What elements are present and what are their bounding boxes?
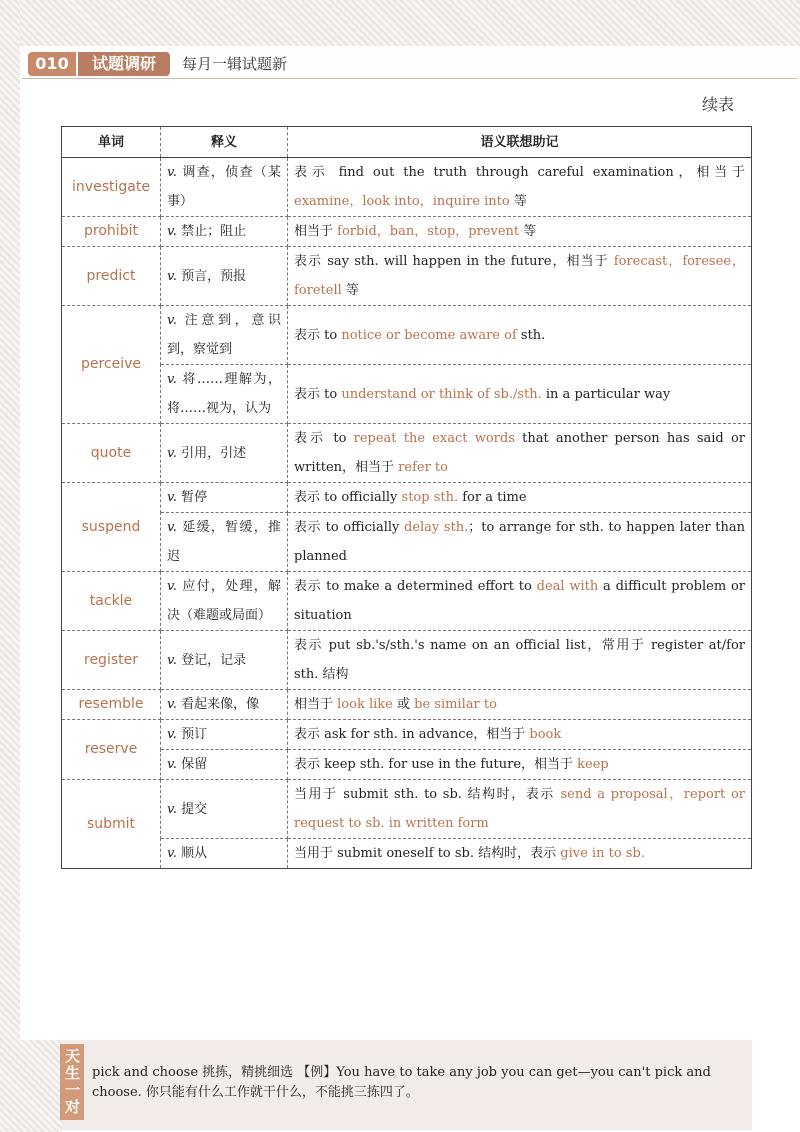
- meaning-cell: [161, 750, 288, 780]
- note-text: 表示 say sth. will happen in the future，相当于: [294, 254, 614, 269]
- word-cell: suspend: [62, 483, 161, 572]
- table-row: [62, 217, 752, 247]
- word-cell: perceive: [62, 306, 161, 424]
- meaning-text: 顺从: [176, 846, 208, 861]
- header-divider: [22, 78, 798, 79]
- note-text: for a time: [458, 490, 527, 505]
- table-row: [62, 483, 752, 513]
- table-row: [62, 631, 752, 690]
- note-highlight: repeat the exact words: [353, 431, 515, 446]
- mnemonic-cell: [288, 690, 752, 720]
- mnemonic-cell: [288, 720, 752, 750]
- footer-example-text: pick and choose 挑拣，精挑细选 【例】You have to take any job you can get—you can't pick and choose. 你只能有什么工作就干什么，不能挑三拣四了。: [92, 1065, 711, 1100]
- note-text: 等: [341, 283, 359, 298]
- meaning-text: 看起来像，像: [176, 697, 260, 712]
- table-row: [62, 572, 752, 631]
- table-row: [62, 158, 752, 217]
- mnemonic-cell: [288, 839, 752, 869]
- note-highlight: understand or think of sb./sth.: [341, 386, 542, 402]
- meaning-text: 保留: [176, 757, 208, 772]
- table-row: [62, 365, 752, 424]
- note-text: 当用于 submit sth. to sb. 结构时，表示: [294, 787, 561, 802]
- table-row: [62, 306, 752, 365]
- meaning-cell: [161, 365, 288, 424]
- meaning-cell: [161, 690, 288, 720]
- note-text: 表示 to: [294, 327, 342, 343]
- meaning-cell: [161, 483, 288, 513]
- mnemonic-cell: [288, 513, 752, 572]
- mnemonic-cell: [288, 306, 752, 365]
- meaning-text: 将……理解为，将……视为，认为: [167, 372, 281, 416]
- mnemonic-cell: [288, 217, 752, 247]
- meaning-text: 引用，引述: [176, 445, 247, 461]
- note-highlight: forbid，ban，stop，prevent: [337, 224, 520, 239]
- word-cell: register: [62, 631, 161, 690]
- pos-label: v.: [167, 165, 177, 180]
- note-text: 表示 to: [294, 386, 342, 402]
- note-highlight: notice or become aware of: [341, 327, 517, 343]
- pos-label: v.: [167, 579, 177, 594]
- note-text: that another person has said or written，相当于: [294, 431, 746, 475]
- meaning-text: 禁止；阻止: [176, 224, 247, 239]
- note-text: 表示 find out the truth through careful examination，相当于: [294, 165, 745, 180]
- note-text: 表示 to officially: [294, 520, 404, 535]
- vocabulary-table: [61, 126, 752, 869]
- table-row: [62, 424, 752, 483]
- word-cell: quote: [62, 424, 161, 483]
- table-row: [62, 513, 752, 572]
- note-highlight: keep: [577, 757, 609, 772]
- note-highlight: give in to sb.: [560, 846, 645, 861]
- note-highlight: deal with: [536, 579, 599, 594]
- mnemonic-cell: [288, 750, 752, 780]
- word-cell: tackle: [62, 572, 161, 631]
- word-cell: reserve: [62, 720, 161, 780]
- note-text: a difficult problem or situation: [294, 579, 746, 623]
- note-highlight: forecast，foresee，foretell: [294, 254, 745, 298]
- meaning-text: 延缓，暂缓，推迟: [167, 520, 281, 564]
- meaning-text: 注意到，意识到，察觉到: [167, 313, 281, 357]
- meaning-cell: [161, 839, 288, 869]
- meaning-cell: [161, 247, 288, 306]
- word-cell: resemble: [62, 690, 161, 720]
- table-row: [62, 750, 752, 780]
- note-text: 相当于: [294, 697, 338, 712]
- footer-tag: 天生一对: [60, 1044, 84, 1120]
- mnemonic-cell: [288, 365, 752, 424]
- word-cell: submit: [62, 780, 161, 869]
- meaning-cell: [161, 306, 288, 365]
- column-header-word: 单词: [62, 127, 161, 158]
- pos-label: v.: [167, 224, 177, 239]
- pos-label: v.: [167, 652, 177, 668]
- note-text: 表示 to officially: [294, 490, 402, 505]
- meaning-cell: [161, 217, 288, 247]
- meaning-cell: [161, 424, 288, 483]
- note-highlight: stop sth.: [401, 490, 459, 505]
- meaning-text: 调查，侦查（某事）: [167, 165, 281, 209]
- meaning-text: 预订: [176, 727, 208, 742]
- note-text: ；to arrange for sth. to happen later than planned: [294, 520, 745, 564]
- table-header-row: [62, 127, 752, 158]
- meaning-cell: [161, 572, 288, 631]
- pos-label: v.: [167, 757, 177, 772]
- meaning-text: 登记，记录: [176, 652, 247, 668]
- mnemonic-cell: [288, 247, 752, 306]
- pos-label: v.: [167, 372, 177, 387]
- left-hatch-band: [0, 0, 20, 1132]
- note-text: 表示 to make a determined effort to: [294, 579, 537, 594]
- meaning-text: 提交: [176, 801, 208, 817]
- meaning-text: 预言，预报: [176, 268, 247, 284]
- mnemonic-cell: [288, 424, 752, 483]
- word-cell: predict: [62, 247, 161, 306]
- pos-label: v.: [167, 846, 177, 861]
- note-highlight: look like: [337, 697, 393, 712]
- note-text: 等: [509, 194, 527, 209]
- header-subtitle: 每月一辑试题新: [182, 55, 288, 73]
- note-text: 等: [519, 224, 537, 239]
- note-text: 表示 to: [294, 431, 354, 446]
- pos-label: v.: [167, 727, 177, 742]
- note-highlight: book: [529, 727, 562, 742]
- note-highlight: refer to: [398, 460, 448, 475]
- note-highlight: send a proposal，report or request to sb. in written form: [294, 787, 745, 831]
- pos-label: v.: [167, 801, 177, 817]
- pos-label: v.: [167, 313, 177, 328]
- note-text: sth.: [516, 327, 546, 343]
- table-row: [62, 780, 752, 839]
- continued-label: 续表: [701, 95, 734, 114]
- note-text: in a particular way: [541, 386, 671, 402]
- pos-label: v.: [167, 268, 177, 284]
- pos-label: v.: [167, 490, 177, 505]
- word-cell: prohibit: [62, 217, 161, 247]
- note-text: 表示 ask for sth. in advance，相当于: [294, 727, 530, 742]
- meaning-cell: [161, 513, 288, 572]
- meaning-text: 暂停: [176, 490, 208, 505]
- note-highlight: be similar to: [414, 697, 497, 712]
- mnemonic-cell: [288, 631, 752, 690]
- note-text: 或: [392, 697, 415, 712]
- pos-label: v.: [167, 445, 177, 461]
- table-row: [62, 839, 752, 869]
- meaning-cell: [161, 158, 288, 217]
- mnemonic-cell: [288, 483, 752, 513]
- mnemonic-cell: [288, 572, 752, 631]
- table-row: [62, 720, 752, 750]
- meaning-cell: [161, 720, 288, 750]
- meaning-text: 应付，处理，解决（难题或局面）: [167, 579, 281, 623]
- footer-hatch-band: [0, 1040, 62, 1132]
- page-number: 010: [28, 52, 76, 76]
- table-row: [62, 247, 752, 306]
- section-title: 试题调研: [78, 52, 170, 76]
- page-header: [22, 48, 798, 78]
- column-header-mnemonic: 语义联想助记: [288, 127, 752, 158]
- word-cell: investigate: [62, 158, 161, 217]
- meaning-cell: [161, 780, 288, 839]
- mnemonic-cell: [288, 158, 752, 217]
- mnemonic-cell: [288, 780, 752, 839]
- note-text: 相当于: [294, 224, 338, 239]
- note-text: 当用于 submit oneself to sb. 结构时，表示: [294, 846, 561, 861]
- note-text: 表示 keep sth. for use in the future，相当于: [294, 757, 578, 772]
- top-hatch-band: [0, 0, 800, 46]
- note-highlight: delay sth.: [404, 520, 469, 535]
- pos-label: v.: [167, 520, 177, 535]
- note-highlight: examine，look into，inquire into: [294, 194, 510, 209]
- meaning-cell: [161, 631, 288, 690]
- table-row: [62, 690, 752, 720]
- column-header-meaning: 释义: [161, 127, 288, 158]
- note-text: 表示 put sb.'s/sth.'s name on an official list，常用于 register at/for sth. 结构: [294, 638, 745, 682]
- pos-label: v.: [167, 697, 177, 712]
